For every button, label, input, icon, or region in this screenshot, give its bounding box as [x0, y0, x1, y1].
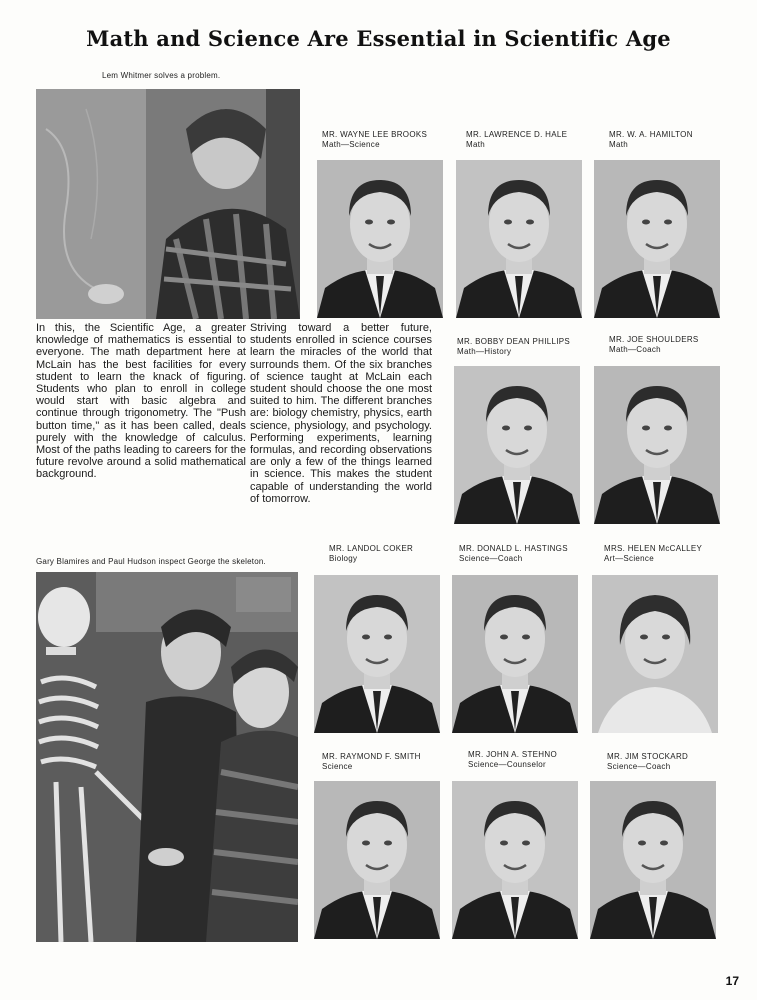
portrait-hale [456, 160, 582, 318]
faculty-label-shoulders: MR. JOE SHOULDERS Math—Coach [609, 335, 699, 354]
portrait-hamilton [594, 160, 720, 318]
faculty-label-mccalley: MRS. HELEN McCALLEY Art—Science [604, 544, 703, 563]
portrait-smith [314, 781, 440, 939]
faculty-label-hamilton: MR. W. A. HAMILTON Math [609, 130, 693, 149]
portrait-stehno [452, 781, 578, 939]
portrait-hastings [452, 575, 578, 733]
skeleton-photo [36, 572, 298, 942]
faculty-label-coker: MR. LANDOL COKER Biology [329, 544, 414, 563]
faculty-label-smith: MR. RAYMOND F. SMITH Science [322, 752, 421, 771]
page-title: Math and Science Are Essential in Scientific Age [86, 26, 671, 51]
page-number: 17 [725, 974, 739, 988]
portrait-mccalley [592, 575, 718, 733]
faculty-label-hastings: MR. DONALD L. HASTINGS Science—Coach [459, 544, 568, 563]
top-photo-caption: Lem Whitmer solves a problem. [102, 71, 221, 80]
article-column-2: Striving toward a better future, students enrolled in science courses learn the miracles of the world that surrounds them. Of the six branches of science taught at McLain each student should choose the one most suited to him. The different branches are: biology chemistry, physics, earth science, physiology, and psychology. Performing experiments, learning formulas, and recording observations are only a few of the things learned in science. This makes the student capable of understanding the world of tomorrow. [250, 322, 432, 505]
portrait-brooks [317, 160, 443, 318]
faculty-label-brooks: MR. WAYNE LEE BROOKS Math—Science [322, 130, 428, 149]
portrait-stockard [590, 781, 716, 939]
article-column-1: In this, the Scientific Age, a greater knowledge of mathematics is essential to everyone. The math department here at McLain has the best facilities for every student to learn the knack of figuring. Students who plan to enroll in college would start with basic algebra and continue through trigonometry. The "Push button time," as it has been called, deals purely with the knowledge of calculus. Most of the paths leading to careers for the future revolve around a solid mathematical background. [36, 322, 246, 481]
lem-whitmer-photo [36, 89, 300, 319]
bottom-photo-caption: Gary Blamires and Paul Hudson inspect George the skeleton. [36, 557, 266, 566]
portrait-phillips [454, 366, 580, 524]
faculty-label-phillips: MR. BOBBY DEAN PHILLIPS Math—History [457, 337, 571, 356]
faculty-label-stockard: MR. JIM STOCKARD Science—Coach [607, 752, 689, 771]
faculty-label-hale: MR. LAWRENCE D. HALE Math [466, 130, 568, 149]
portrait-shoulders [594, 366, 720, 524]
faculty-label-stehno: MR. JOHN A. STEHNO Science—Counselor [468, 750, 557, 769]
portrait-coker [314, 575, 440, 733]
